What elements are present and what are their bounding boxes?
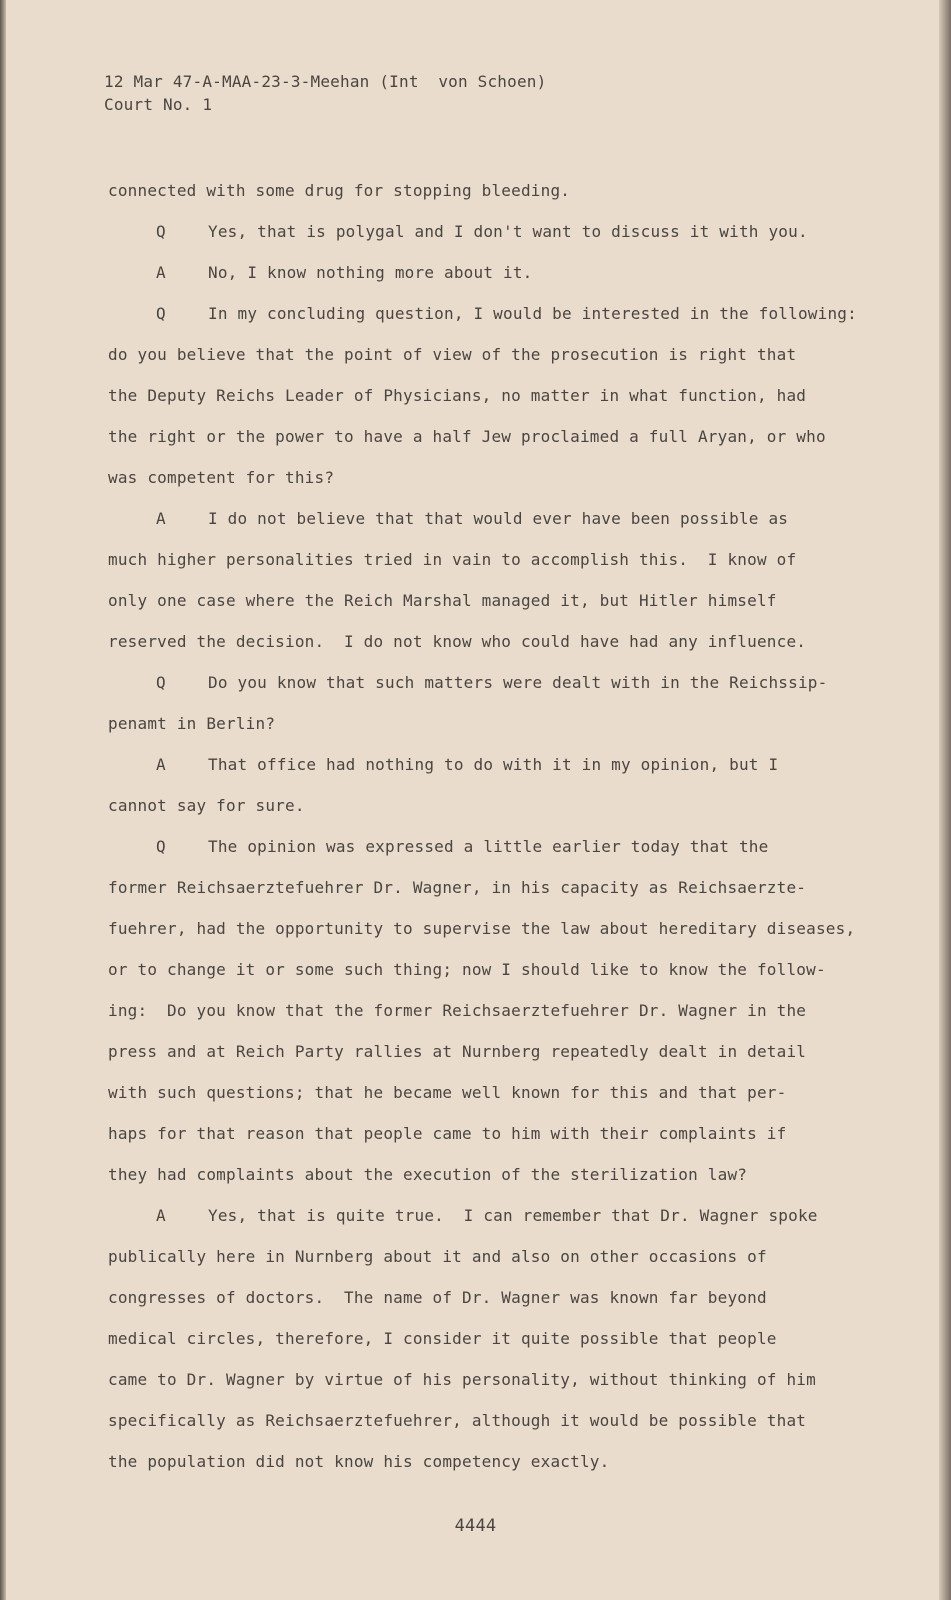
transcript-line <box>108 457 888 498</box>
transcript-line <box>108 1359 888 1400</box>
transcript-line <box>108 990 888 1031</box>
line-text: Yes, that is quite true. I can remember that Dr. Wagner spoke <box>208 1206 818 1225</box>
header-reference-line: 12 Mar 47-A-MAA-23-3-Meehan (Int von Schoen) <box>104 72 547 91</box>
qa-marker: A <box>156 263 166 282</box>
document-header <box>104 70 546 116</box>
line-text: connected with some drug for stopping bleeding. <box>108 181 571 200</box>
qa-marker: Q <box>156 304 166 323</box>
qa-marker: A <box>156 509 166 528</box>
transcript-line <box>108 785 888 826</box>
transcript-line <box>108 498 888 539</box>
qa-marker: Q <box>156 837 166 856</box>
transcript-line <box>108 1441 888 1482</box>
transcript-line <box>108 1236 888 1277</box>
transcript-line <box>108 580 888 621</box>
qa-marker: A <box>156 1206 166 1225</box>
line-text: Do you know that such matters were dealt with in the Reichssip- <box>208 673 828 692</box>
line-text: or to change it or some such thing; now I should like to know the follow- <box>108 960 826 979</box>
transcript-line <box>108 949 888 990</box>
page-number: 4444 <box>454 1516 497 1536</box>
line-text: only one case where the Reich Marshal managed it, but Hitler himself <box>108 591 777 610</box>
transcript-line <box>108 211 888 252</box>
line-text: That office had nothing to do with it in my opinion, but I <box>208 755 779 774</box>
transcript-line <box>108 744 888 785</box>
transcript-line <box>108 1113 888 1154</box>
line-text: was competent for this? <box>108 468 335 487</box>
line-text: I do not believe that that would ever have been possible as <box>208 509 789 528</box>
transcript-line <box>108 1318 888 1359</box>
transcript-body <box>108 170 888 1482</box>
transcript-line <box>108 1195 888 1236</box>
transcript-line <box>108 1154 888 1195</box>
transcript-line <box>108 252 888 293</box>
transcript-line <box>108 908 888 949</box>
transcript-line <box>108 539 888 580</box>
qa-marker: Q <box>156 673 166 692</box>
line-text: came to Dr. Wagner by virtue of his personality, without thinking of him <box>108 1370 816 1389</box>
line-text: the Deputy Reichs Leader of Physicians, no matter in what function, had <box>108 386 807 405</box>
line-text: The opinion was expressed a little earlier today that the <box>208 837 769 856</box>
page-edge-right <box>939 0 951 1600</box>
page-edge-left <box>0 0 6 1600</box>
transcript-line <box>108 1277 888 1318</box>
transcript-line <box>108 170 888 211</box>
header-court-line: Court No. 1 <box>104 95 213 114</box>
line-text: with such questions; that he became well known for this and that per- <box>108 1083 787 1102</box>
transcript-line <box>108 662 888 703</box>
line-text: haps for that reason that people came to him with their complaints if <box>108 1124 787 1143</box>
line-text: ing: Do you know that the former Reichsaerztefuehrer Dr. Wagner in the <box>108 1001 807 1020</box>
transcript-line <box>108 867 888 908</box>
line-text: medical circles, therefore, I consider it quite possible that people <box>108 1329 777 1348</box>
transcript-line <box>108 1072 888 1113</box>
line-text: penamt in Berlin? <box>108 714 276 733</box>
line-text: they had complaints about the execution of the sterilization law? <box>108 1165 748 1184</box>
transcript-line <box>108 826 888 867</box>
line-text: congresses of doctors. The name of Dr. Wagner was known far beyond <box>108 1288 767 1307</box>
line-text: In my concluding question, I would be interested in the following: <box>208 304 857 323</box>
line-text: reserved the decision. I do not know who could have had any influence. <box>108 632 807 651</box>
transcript-line <box>108 293 888 334</box>
transcript-line <box>108 703 888 744</box>
line-text: fuehrer, had the opportunity to supervise the law about hereditary diseases, <box>108 919 856 938</box>
line-text: publically here in Nurnberg about it and also on other occasions of <box>108 1247 767 1266</box>
line-text: Yes, that is polygal and I don't want to discuss it with you. <box>208 222 808 241</box>
transcript-line <box>108 621 888 662</box>
transcript-line <box>108 334 888 375</box>
qa-marker: Q <box>156 222 166 241</box>
line-text: No, I know nothing more about it. <box>208 263 533 282</box>
line-text: former Reichsaerztefuehrer Dr. Wagner, in his capacity as Reichsaerzte- <box>108 878 807 897</box>
line-text: the right or the power to have a half Jew proclaimed a full Aryan, or who <box>108 427 826 446</box>
transcript-line <box>108 1400 888 1441</box>
transcript-line <box>108 375 888 416</box>
line-text: cannot say for sure. <box>108 796 305 815</box>
line-text: do you believe that the point of view of the prosecution is right that <box>108 345 797 364</box>
line-text: press and at Reich Party rallies at Nurnberg repeatedly dealt in detail <box>108 1042 807 1061</box>
qa-marker: A <box>156 755 166 774</box>
transcript-line <box>108 416 888 457</box>
line-text: specifically as Reichsaerztefuehrer, although it would be possible that <box>108 1411 807 1430</box>
line-text: much higher personalities tried in vain to accomplish this. I know of <box>108 550 797 569</box>
transcript-line <box>108 1031 888 1072</box>
line-text: the population did not know his competency exactly. <box>108 1452 610 1471</box>
